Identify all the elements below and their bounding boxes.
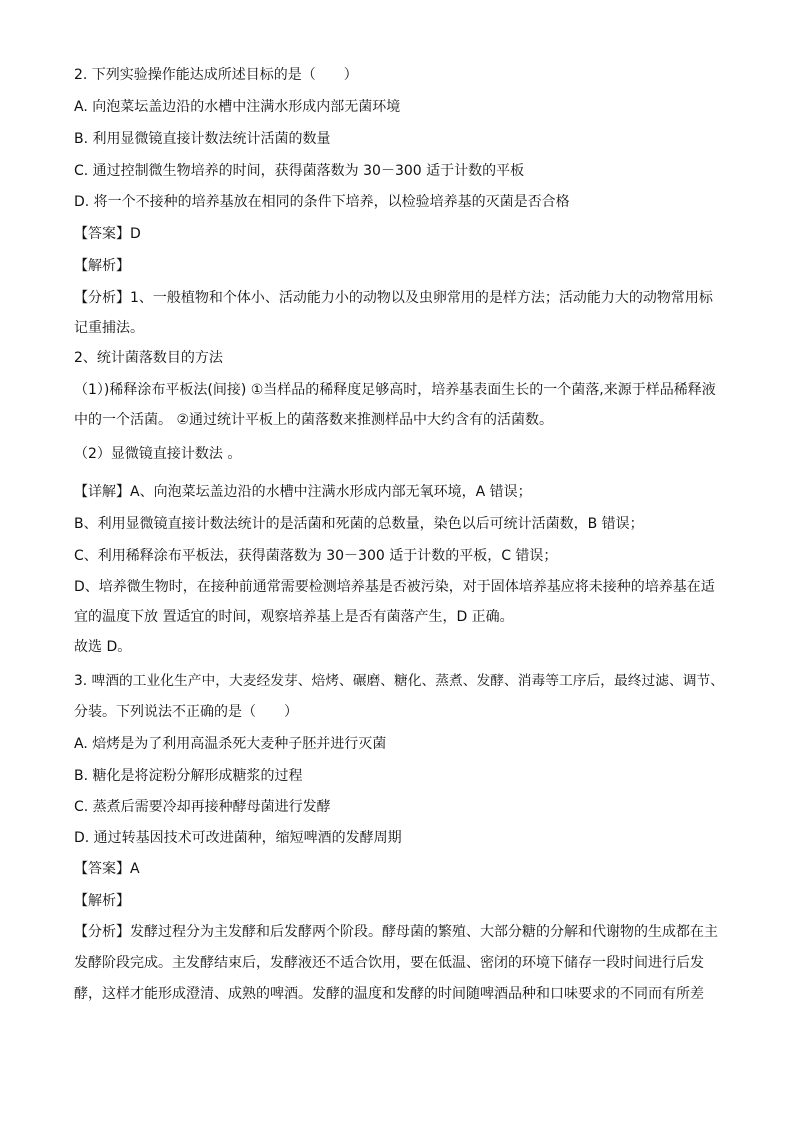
q3-option-d: D. 通过转基因技术可改进菌种，缩短啤酒的发酵周期 xyxy=(74,830,402,846)
q2-detail-line-4: D、培养微生物时，在接种前通常需要检测培养基是否被污染，对于固体培养基应将未接种的培养基在适 xyxy=(74,579,715,595)
q2-option-c: C. 通过控制微生物培养的时间，获得菌落数为 30－300 适于计数的平板 xyxy=(74,163,525,179)
q2-analysis-line-4: （1）)稀释涂布平板法(间接) ①当样品的稀释度足够高时，培养基表面生长的一个菌落,来源于样品稀释液 xyxy=(74,382,716,398)
q2-analysis-line-6: （2）显微镜直接计数法 。 xyxy=(74,446,242,462)
q3-option-c: C. 蒸煮后需要冷却再接种酵母菌进行发酵 xyxy=(74,799,331,815)
q3-analysis-line-2: 发酵阶段完成。主发酵结束后，发酵液还不适合饮用，要在低温、密闭的环境下储存一段时间进行后发 xyxy=(74,955,704,971)
q3-answer: 【答案】A xyxy=(74,861,140,877)
q3-stem-line-1: 3. 啤酒的工业化生产中，大麦经发芽、焙烤、碾磨、糖化、蒸煮、发酵、消毒等工序后，最终过滤、调节、 xyxy=(74,673,724,689)
q3-option-b: B. 糖化是将淀粉分解形成糖浆的过程 xyxy=(74,768,303,784)
q2-analysis-header: 【解析】 xyxy=(74,258,130,274)
q2-option-a: A. 向泡菜坛盖边沿的水槽中注满水形成内部无菌环境 xyxy=(74,99,401,115)
q2-analysis-line-3: 2、统计菌落数目的方法 xyxy=(74,350,223,366)
q3-stem-line-2: 分装。下列说法不正确的是（ ） xyxy=(74,704,298,720)
q2-option-b: B. 利用显微镜直接计数法统计活菌的数量 xyxy=(74,131,331,147)
q2-analysis-line-1: 【分析】1、一般植物和个体小、活动能力小的动物以及虫卵常用的是样方法；活动能力大的动物常用标 xyxy=(74,290,713,306)
q3-analysis-line-1: 【分析】发酵过程分为主发酵和后发酵两个阶段。酵母菌的繁殖、大部分糖的分解和代谢物的生成都在主 xyxy=(74,924,718,940)
q2-option-d: D. 将一个不接种的培养基放在相同的条件下培养，以检验培养基的灭菌是否合格 xyxy=(74,194,570,210)
q2-conclusion: 故选 D。 xyxy=(74,639,132,655)
q2-analysis-line-2: 记重捕法。 xyxy=(74,320,144,336)
q2-detail-line-3: C、利用稀释涂布平板法，获得菌落数为 30－300 适于计数的平板，C 错误； xyxy=(74,548,558,564)
q2-detail-line-2: B、利用显微镜直接计数法统计的是活菌和死菌的总数量，染色以后可统计活菌数，B 错误； xyxy=(74,516,644,532)
q3-analysis-header: 【解析】 xyxy=(74,893,130,909)
q2-stem: 2. 下列实验操作能达成所述目标的是（ ） xyxy=(74,67,358,83)
q3-option-a: A. 焙烤是为了利用高温杀死大麦种子胚并进行灭菌 xyxy=(74,736,387,752)
q2-analysis-line-5: 中的一个活菌。 ②通过统计平板上的菌落数来推测样品中大约含有的活菌数。 xyxy=(74,412,553,428)
q2-detail-line-5: 宜的温度下放 置适宜的时间，观察培养基上是否有菌落产生，D 正确。 xyxy=(74,609,514,625)
q2-detail-line-1: 【详解】A、向泡菜坛盖边沿的水槽中注满水形成内部无氧环境，A 错误； xyxy=(74,484,532,500)
q3-analysis-line-3: 酵，这样才能形成澄清、成熟的啤酒。发酵的温度和发酵的时间随啤酒品种和口味要求的不同而有所差 xyxy=(74,986,704,1002)
q2-answer: 【答案】D xyxy=(74,226,141,242)
